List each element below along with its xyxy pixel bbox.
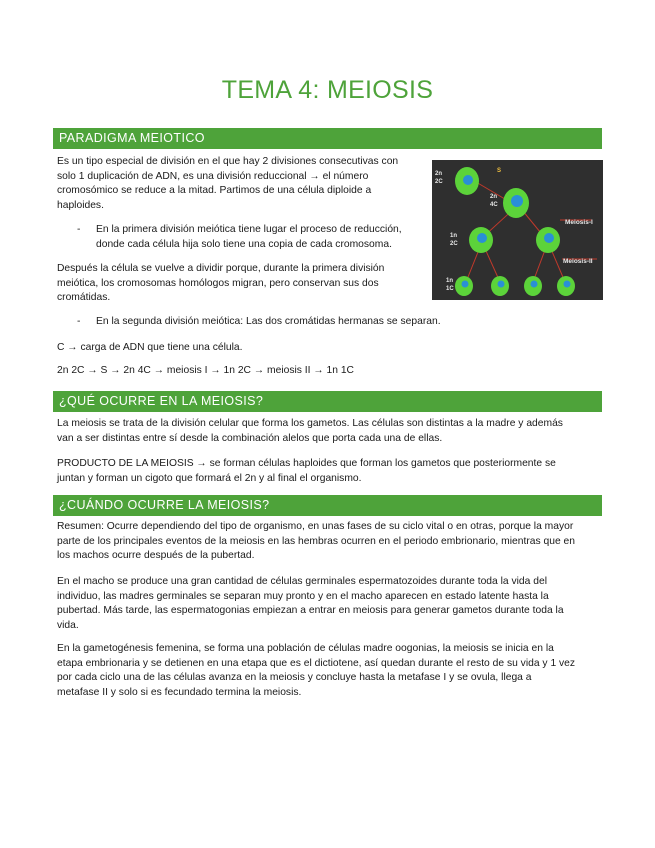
text-line: solo 1 duplicación de ADN, es una división reduccional → el número: [57, 170, 369, 182]
section-heading-paradigma: PARADIGMA MEIOTICO: [53, 128, 602, 149]
text-line: En el macho se produce una gran cantidad de células germinales espermatozoides durante toda la vida del: [57, 576, 547, 587]
text-line: los machos ocurre después de la pubertad.: [57, 550, 255, 562]
text-line: cromosómico se reduce a la mitad. Partimos de una célula diploide a: [57, 185, 372, 197]
text-line: meiótica, los cromosomas homólogos migran, pero conservan sus dos: [57, 277, 379, 289]
label-meiosis-1: Meiosis-I: [565, 219, 593, 226]
text-line: juntan y forman un cigoto que formará el 2n y al final el organismo.: [57, 472, 362, 484]
paragraph-definition: [57, 155, 422, 213]
text-line: etapa embrionaria y se detienen en una etapa que es el dictiotene, así quedan durante el resto de su vida y 1 vez: [57, 657, 576, 669]
paragraph-macho: [57, 575, 602, 633]
paragraph-gametos: [57, 417, 602, 446]
cell-1n2c-left: [469, 227, 493, 253]
label-s: S: [497, 168, 502, 174]
label-2c: 2C: [435, 179, 443, 185]
text-line: vida.: [57, 619, 79, 631]
label-meiosis-2: Meiosis-II: [563, 258, 593, 265]
cell-2n4c: [503, 188, 529, 218]
paragraph-c-definition: C → carga de ADN que tiene una célula.: [57, 342, 243, 353]
cell-1n2c-right: [536, 227, 560, 253]
cell-1n1c-1: [455, 276, 473, 296]
paragraph-meiosis-sequence: 2n 2C → S → 2n 4C → meiosis I → 1n 2C → meiosis II → 1n 1C: [57, 365, 354, 376]
text-line: PRODUCTO DE LA MEIOSIS → se forman células haploides que forman los gametos que posteriormente se: [57, 458, 556, 469]
text-line: Después la célula se vuelve a dividir porque, durante la primera división: [57, 263, 385, 274]
section-heading-cuando-ocurre: ¿CUÁNDO OCURRE LA MEIOSIS?: [53, 495, 602, 516]
label-1n-b: 1n: [446, 278, 454, 284]
text-line: van a ser distintas entre sí desde la combinación alelos que porta cada una de ellas.: [57, 432, 443, 444]
text-line: cromátidas.: [57, 292, 111, 304]
text-line: Es un tipo especial de división en el que hay 2 divisiones consecutivas con: [57, 156, 399, 167]
cell-1n1c-4: [557, 276, 575, 296]
label-2n-b: 2n: [490, 194, 498, 200]
cell-2n2c: [455, 167, 479, 195]
text-line: En la primera división meiótica tiene lugar el proceso de reducción,: [96, 224, 402, 235]
paragraph-producto: [57, 457, 602, 486]
cell-1n1c-2: [491, 276, 509, 296]
page-title: TEMA 4: MEIOSIS: [221, 76, 434, 104]
text-line: individuo, las madres germinales se separan muy pronto y en el macho aparecen en estado latente hasta la: [57, 590, 549, 602]
bullet-dash: -: [77, 316, 81, 327]
label-2n: 2n: [435, 171, 443, 177]
text-line: por cada ciclo una de las células avanza en la meiosis y concluye hasta la metafase I y se ovula, llega a: [57, 672, 532, 684]
section-heading-que-ocurre: ¿QUÉ OCURRE EN LA MEIOSIS?: [53, 391, 602, 412]
text-line: donde cada célula hija solo tiene una copia de cada cromosoma.: [96, 238, 392, 250]
text-line: metafase II y solo si es fecundado termina la meiosis.: [57, 686, 302, 698]
paragraph-second-division: [57, 262, 422, 306]
text-line: parte de los principales eventos de la meiosis en las hembras ocurren en el periodo embrionario, mientras que en: [57, 535, 575, 547]
bullet-second-division: En la segunda división meiótica: Las dos cromátidas hermanas se separan.: [96, 316, 441, 327]
cell-1n1c-3: [524, 276, 542, 296]
text-line: La meiosis se trata de la división celular que forma los gametos. Las células son distintas a la madre y además: [57, 418, 563, 429]
label-4c: 4C: [490, 202, 498, 208]
text-line: pubertad. Más tarde, las espermatogonias empiezan a entrar en meiosis para generar gametos durante toda la: [57, 605, 564, 617]
label-1c: 1C: [446, 286, 454, 292]
label-2c-b: 2C: [450, 241, 458, 247]
meiosis-diagram-svg: [432, 160, 603, 300]
bullet-first-division: [96, 223, 426, 252]
text-line: En la gametogénesis femenina, se forma una población de células madre oogonias, la meiosis se inicia en la: [57, 643, 554, 654]
bullet-dash: -: [77, 224, 81, 235]
meiosis-diagram: [432, 160, 603, 300]
paragraph-gametogenesis-femenina: [57, 642, 602, 700]
paragraph-resumen: [57, 520, 602, 564]
text-line: Resumen: Ocurre dependiendo del tipo de organismo, en unas fases de su ciclo vital o en otras, porque la mayor: [57, 521, 574, 532]
label-1n: 1n: [450, 233, 458, 239]
text-line: haploides.: [57, 199, 104, 211]
